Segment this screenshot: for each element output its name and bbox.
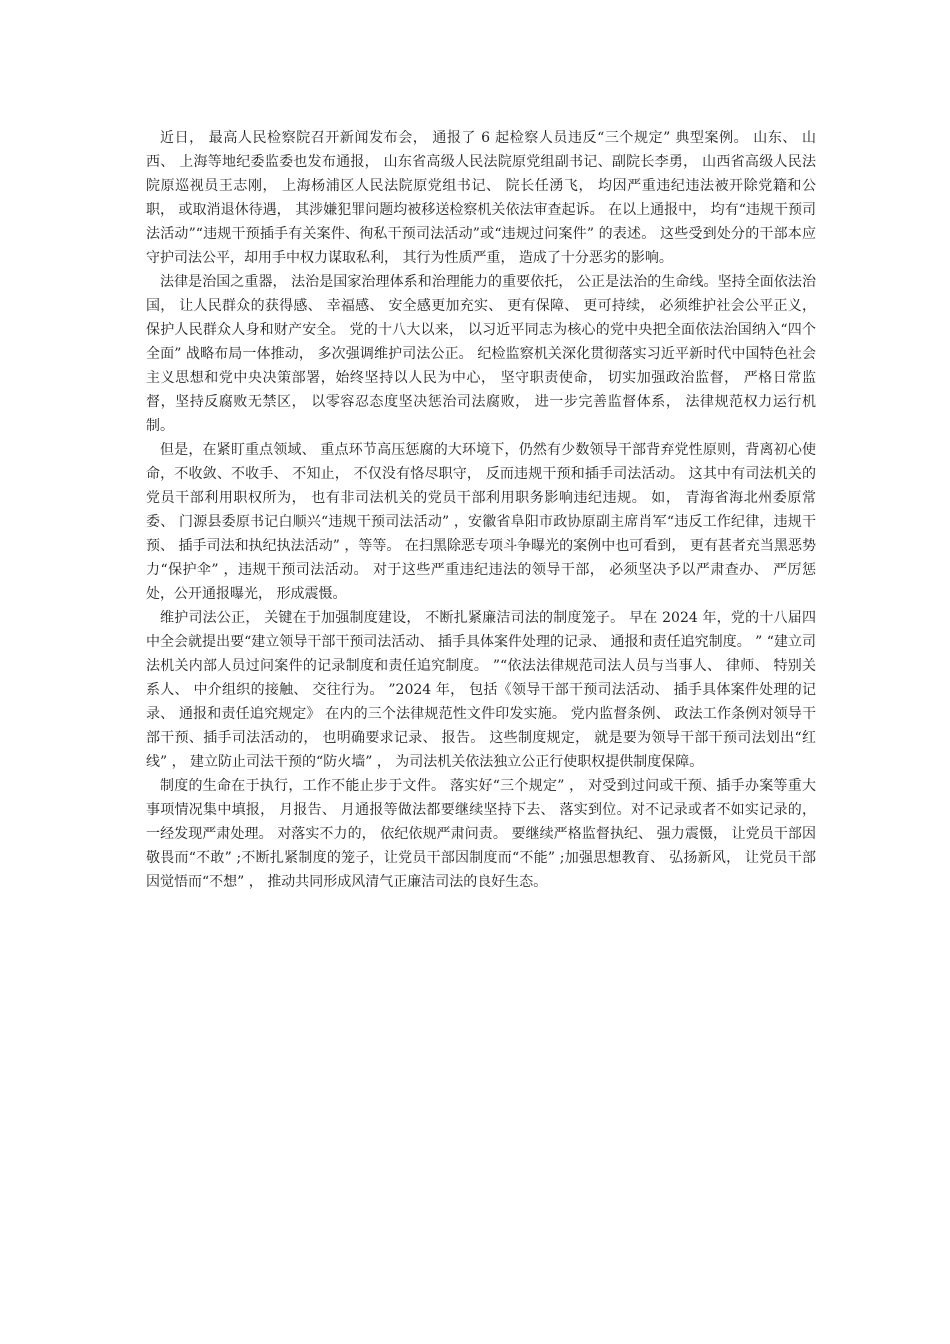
paragraph-5: 制度的生命在于执行，工作不能止步于文件。 落实好“三个规定” ， 对受到过问或干预、插手办案等重大事项情况集中填报， 月报告、 月通报等做法都要继续坚持下去、 落实到位。对不记录或者不如实记录的， 一经发现严肃处理。 对落实不力的， 依纪依规严肃问责。 要继续严格监督执纪、 强力震慑， 让党员干部因敬畏而“不敢” ;不断扎紧制度的笼子，让党员干部因制度而“不能” ;加强思想教育、 弘扬新风， 让党员干部因觉悟而“不想” ， 推动共同形成风清气正廉洁司法的良好生态。 (146, 778, 816, 890)
paragraph-1: 近日， 最高人民检察院召开新闻发布会， 通报了 6 起检察人员违反“三个规定” 典型案例。 山东、 山西、 上海等地纪委监委也发布通报， 山东省高级人民法院原党组副书记、副院长李勇， 山西省高级人民法院原巡视员王志刚， 上海杨浦区人民法院原党组书记、 院长任湧飞， 均因严重违纪违法被开除党籍和公职， 或取消退休待遇， 其涉嫌犯罪问题均被移送检察机关依法审查起诉。 在以上通报中， 均有“违规干预司法活动”“违规干预插手有关案件、徇私干预司法活动”或“违规过问案件” 的表述。 这些受到处分的干部本应守护司法公平，却用手中权力谋取私利， 其行为性质严重， 造成了十分恶劣的影响。 (146, 130, 816, 266)
paragraph-4: 维护司法公正， 关键在于加强制度建设， 不断扎紧廉洁司法的制度笼子。 早在 2024 年，党的十八届四中全会就提出要“建立领导干部干预司法活动、 插手具体案件处理的记录、 通报和责任追究制度。 ” “建立司法机关内部人员过问案件的记录制度和责任追究制度。 ”“依法法律规范司法人员与当事人、 律师、 特别关系人、 中介组织的接触、 交往行为。 ”2024 年， 包括《领导干部干预司法活动、 插手具体案件处理的记录、 通报和责任追究规定》 在内的三个法律规范性文件印发实施。 党内监督条例、 政法工作条例对领导干部干预、插手司法活动的， 也明确要求记录、 报告。 这些制度规定， 就是要为领导干部干预司法划出“红线” ， 建立防止司法干预的“防火墙” ， 为司法机关依法独立公正行使职权提供制度保障。 (146, 610, 816, 770)
document-body (146, 126, 816, 894)
paragraph-3: 但是，在紧盯重点领域、 重点环节高压惩腐的大环境下，仍然有少数领导干部背弃党性原则，背离初心使命，不收敛、不收手、 不知止， 不仅没有恪尽职守， 反而违规干预和插手司法活动。 这其中有司法机关的党员干部利用职权所为， 也有非司法机关的党员干部利用职务影响违纪违规。 如， 青海省海北州委原常委、 门源县委原书记白顺兴“违规干预司法活动” ，安徽省阜阳市政协原副主席肖军“违反工作纪律，违规干预、 插手司法和执纪执法活动” ，等等。 在扫黑除恶专项斗争曝光的案例中也可看到， 更有甚者充当黑恶势力“保护伞” ，违规干预司法活动。 对于这些严重违纪违法的领导干部， 必须坚决予以严肃查办、 严厉惩处，公开通报曝光， 形成震慑。 (146, 442, 816, 602)
paragraph-2: 法律是治国之重器， 法治是国家治理体系和治理能力的重要依托， 公正是法治的生命线。坚持全面依法治国， 让人民群众的获得感、 幸福感、 安全感更加充实、 更有保障、 更可持续， 必须维护社会公平正义， 保护人民群众人身和财产安全。 党的十八大以来， 以习近平同志为核心的党中央把全面依法治国纳入“四个全面” 战略布局一体推动， 多次强调维护司法公正。 纪检监察机关深化贯彻落实习近平新时代中国特色社会主义思想和党中央决策部署，始终坚持以人民为中心， 坚守职责使命， 切实加强政治监督， 严格日常监督，坚持反腐败无禁区， 以零容忍态度坚决惩治司法腐败， 进一步完善监督体系， 法律规范权力运行机制。 (146, 274, 816, 434)
